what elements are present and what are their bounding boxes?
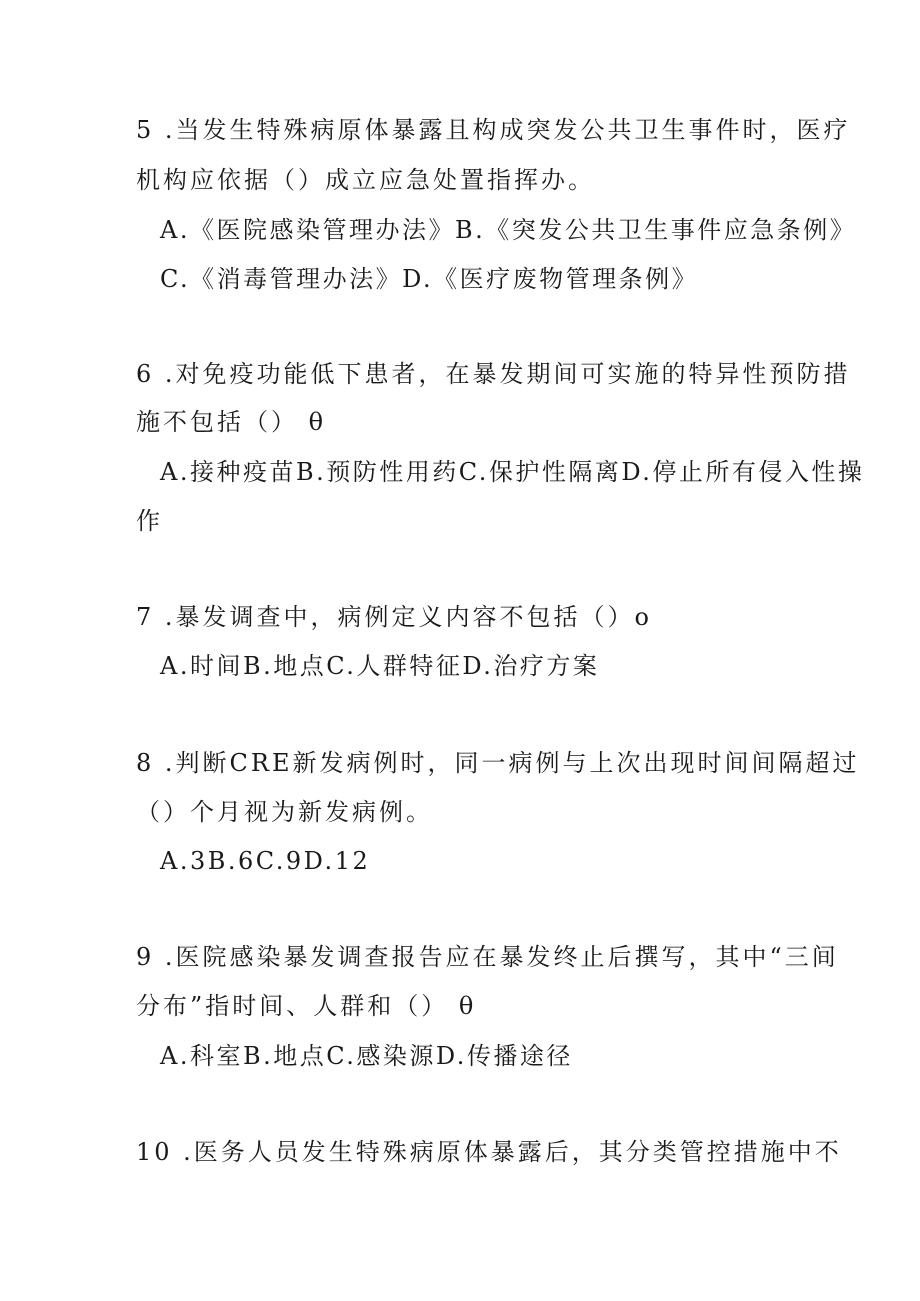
question-5-stem-line-1: 5 .当发生特殊病原体暴露且构成突发公共卫生事件时，医疗 bbox=[136, 116, 851, 144]
question-8-options-line-1: A.3B.6C.9D.12 bbox=[160, 847, 371, 875]
question-7-options-line-1: A.时间B.地点C.人群特征D.治疗方案 bbox=[160, 652, 600, 680]
question-5-options-line-1: A.《医院感染管理办法》B.《突发公共卫生事件应急条例》 bbox=[160, 216, 857, 244]
question-9-options-line-1: A.科室B.地点C.感染源D.传播途径 bbox=[160, 1042, 573, 1070]
question-8-stem-line-1: 8 .判断CRE新发病例时，同一病例与上次出现时间间隔超过 bbox=[136, 749, 860, 777]
question-8-stem-line-2: （）个月视为新发病例。 bbox=[136, 798, 433, 826]
question-9-stem-line-2: 分布”指时间、人群和（） θ bbox=[136, 992, 477, 1020]
question-5-stem-line-2: 机构应依据（）成立应急处置指挥办。 bbox=[136, 166, 595, 194]
question-6-options-line-1: A.接种疫苗B.预防性用药C.保护性隔离D.停止所有侵入性操 bbox=[160, 458, 865, 486]
question-9-stem-line-1: 9 .医院感染暴发调查报告应在暴发终止后撰写，其中“三间 bbox=[136, 943, 839, 971]
question-7-stem-line-1: 7 .暴发调查中，病例定义内容不包括（）o bbox=[136, 603, 652, 631]
question-6-stem-line-2: 施不包括（） θ bbox=[136, 408, 327, 436]
question-5-options-line-2: C.《消毒管理办法》D.《医疗废物管理条例》 bbox=[160, 265, 699, 293]
question-6-stem-line-1: 6 .对免疫功能低下患者，在暴发期间可实施的特异性预防措 bbox=[136, 360, 851, 388]
question-10-stem-line-1: 10 .医务人员发生特殊病原体暴露后，其分类管控措施中不 bbox=[136, 1138, 842, 1166]
question-6-options-line-2: 作 bbox=[136, 507, 163, 535]
